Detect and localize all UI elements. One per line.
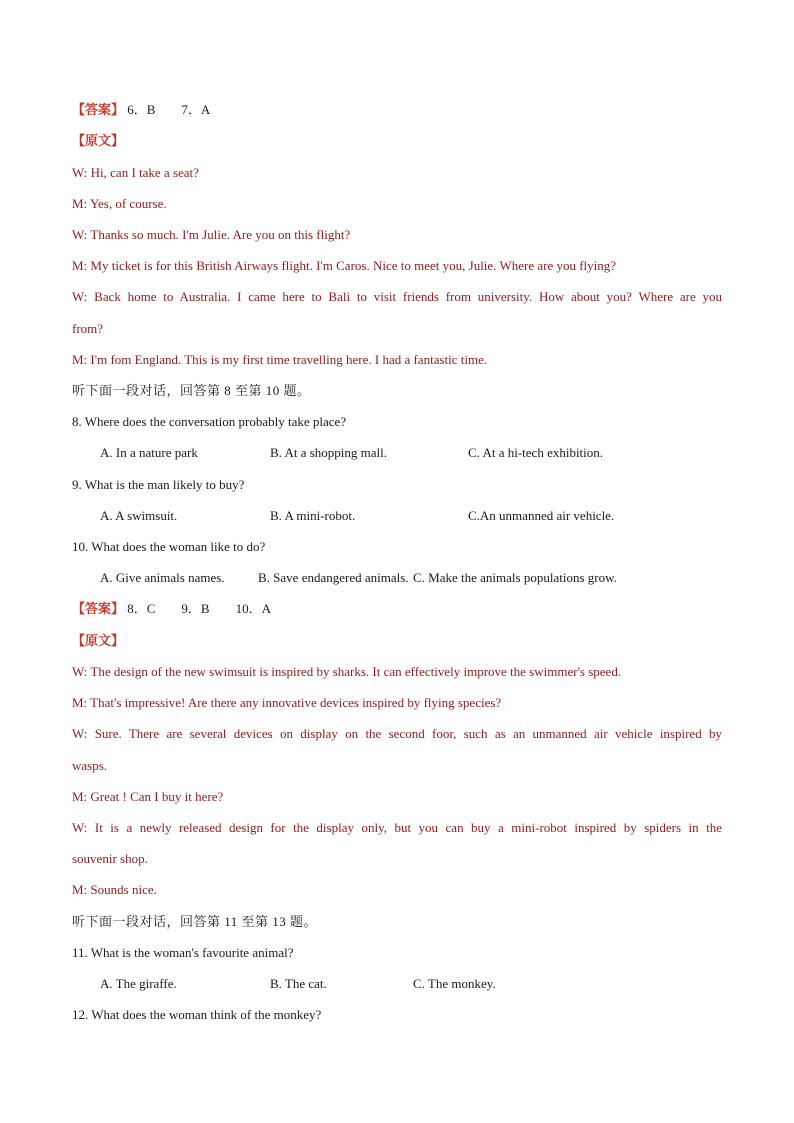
transcript-line: M: Sounds nice.	[72, 882, 157, 897]
answer-values: 8．C 9．B 10．A	[127, 601, 271, 616]
transcript-line: M: Great ! Can I buy it here?	[72, 789, 224, 804]
transcript-line: M: That's impressive! Are there any innovative devices inspired by flying species?	[72, 695, 502, 710]
transcript-label: 【原文】	[72, 133, 125, 148]
section-instruction: 听下面一段对话，回答第 8 至第 10 题。	[72, 383, 311, 398]
answer-values: 6．B 7．A	[127, 102, 211, 117]
option-c: C. Make the animals populations grow.	[413, 570, 617, 585]
option-a: A. The giraffe.	[100, 976, 177, 991]
transcript-label: 【原文】	[72, 633, 125, 648]
question-stem: 9. What is the man likely to buy?	[72, 477, 245, 492]
transcript-line: wasps.	[72, 758, 108, 773]
transcript-line: W: Thanks so much. I'm Julie. Are you on this flight?	[72, 227, 351, 242]
option-b: B. At a shopping mall.	[270, 445, 387, 460]
transcript-line: from?	[72, 321, 104, 336]
option-b: B. Save endangered animals.	[258, 570, 409, 585]
question-stem: 11. What is the woman's favourite animal?	[72, 945, 294, 960]
transcript-line: M: My ticket is for this British Airways flight. I'm Caros. Nice to meet you, Julie. Where are you flying?	[72, 258, 617, 273]
option-b: B. The cat.	[270, 976, 327, 991]
answer-label: 【答案】	[72, 102, 125, 117]
transcript-line: W: The design of the new swimsuit is inspired by sharks. It can effectively improve the swimmer's speed.	[72, 664, 622, 679]
option-c: C.An unmanned air vehicle.	[468, 508, 615, 523]
option-c: C. The monkey.	[413, 976, 496, 991]
question-stem: 12. What does the woman think of the monkey?	[72, 1007, 322, 1022]
question-stem: 10. What does the woman like to do?	[72, 539, 266, 554]
option-b: B. A mini-robot.	[270, 508, 356, 523]
transcript-line: souvenir shop.	[72, 851, 148, 866]
transcript-line: W: It is a newly released design for the display only, but you can buy a mini-robot inspired by spiders in the	[72, 820, 722, 835]
answer-label: 【答案】	[72, 601, 125, 616]
section-instruction: 听下面一段对话，回答第 11 至第 13 题。	[72, 914, 318, 929]
answer-row-1	[72, 101, 210, 119]
option-a: A. A swimsuit.	[100, 508, 178, 523]
transcript-line: W: Back home to Australia. I came here to Bali to visit friends from university. How about you? Where are you	[72, 289, 722, 304]
transcript-line: M: Yes, of course.	[72, 196, 167, 211]
option-a: A. In a nature park	[100, 445, 198, 460]
option-a: A. Give animals names.	[100, 570, 225, 585]
transcript-line: W: Hi, can I take a seat?	[72, 165, 199, 180]
option-c: C. At a hi-tech exhibition.	[468, 445, 604, 460]
question-stem: 8. Where does the conversation probably take place?	[72, 414, 347, 429]
transcript-line: M: I'm fom England. This is my first time travelling here. I had a fantastic time.	[72, 352, 488, 367]
transcript-line: W: Sure. There are several devices on display on the second foor, such as an unmanned air vehicle inspired by	[72, 726, 722, 741]
answer-row-2	[72, 600, 271, 618]
